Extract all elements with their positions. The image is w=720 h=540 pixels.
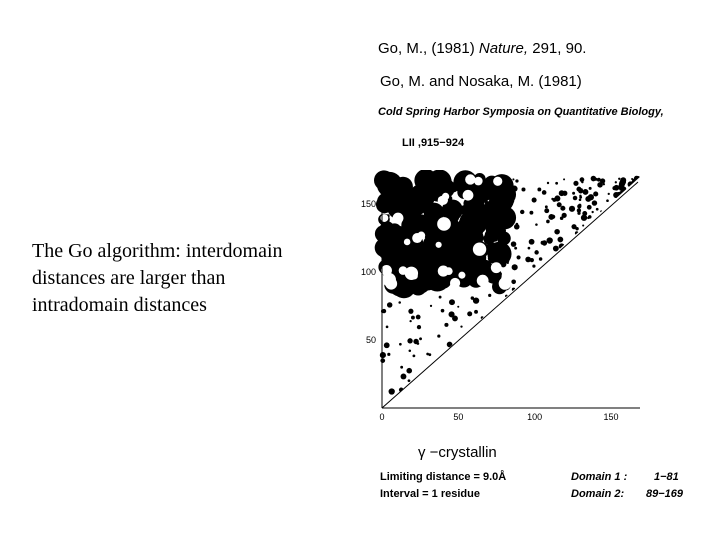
contact-cell (393, 249, 396, 252)
contact-cell (511, 279, 516, 284)
domain-2-label: Domain 2: (571, 488, 625, 500)
contact-cell (443, 187, 446, 190)
contact-cell (591, 211, 593, 213)
contact-cell (600, 178, 605, 183)
contact-cell (511, 241, 517, 247)
contact-gap (436, 242, 442, 248)
contact-cell (507, 260, 509, 262)
contact-cell (537, 188, 541, 192)
contact-cell (482, 236, 485, 239)
contact-gap (450, 278, 460, 288)
contact-cell (582, 224, 584, 226)
contact-map-plot (340, 170, 660, 470)
contact-gap (442, 193, 449, 200)
contact-cell (581, 215, 587, 221)
contact-cell (406, 368, 412, 374)
contact-cell (588, 215, 592, 219)
contact-cell (542, 190, 547, 195)
contact-cell (535, 223, 538, 226)
contact-cell (462, 217, 473, 228)
y-tick-label: 150 (360, 198, 376, 209)
contact-cell (408, 309, 413, 314)
contact-gap (491, 262, 502, 273)
contact-cell (409, 279, 414, 284)
contact-cell (620, 179, 626, 185)
contact-cell (532, 265, 535, 268)
contact-cell (380, 358, 385, 363)
contact-cell (386, 326, 389, 329)
contact-cell (439, 296, 442, 299)
contact-cell (557, 237, 563, 243)
contact-cell (579, 195, 581, 197)
contact-cell (614, 185, 620, 191)
contact-cell (619, 185, 625, 191)
contact-cell (460, 205, 470, 215)
contact-gap (493, 177, 502, 186)
contact-cell (381, 310, 384, 313)
contact-cell (473, 297, 479, 303)
ref2-authors: Go, M. and Nosaka, M. (1981) (380, 73, 582, 90)
contact-gap (458, 272, 465, 279)
contact-cell (534, 250, 538, 254)
contact-cell (415, 198, 418, 201)
contact-cell (384, 228, 388, 232)
contact-cell (398, 301, 401, 304)
contact-cell (596, 208, 599, 211)
contact-cell (530, 258, 534, 262)
contact-cell (516, 223, 519, 226)
contact-cell (437, 334, 440, 337)
contact-cell (554, 229, 560, 235)
contact-cell (521, 187, 525, 191)
contact-gap (438, 266, 449, 277)
contact-cell (414, 212, 419, 217)
contact-cell (479, 206, 482, 209)
contact-cell (467, 311, 472, 316)
ref1-journal: Nature, (478, 40, 529, 57)
domain-2-range: 89−169 (646, 488, 684, 500)
contact-cell (580, 188, 583, 191)
contact-cell (573, 196, 578, 201)
x-tick-labels (379, 412, 618, 422)
contact-cell (573, 181, 578, 186)
contact-cell (417, 325, 421, 329)
x-tick-label: 0 (379, 412, 385, 422)
caption-line-3: intradomain distances (32, 294, 207, 316)
contact-cell (420, 202, 424, 206)
contact-cell (447, 230, 450, 233)
caption-text (32, 238, 283, 319)
contact-cell (405, 221, 411, 227)
contact-cell (425, 273, 429, 277)
contact-cell (510, 199, 514, 203)
contact-cell (510, 220, 513, 223)
x-tick-label: 100 (527, 412, 543, 422)
contact-gap (474, 177, 483, 186)
contact-cell (455, 238, 459, 242)
limiting-distance: Limiting distance = 9.0Å (380, 471, 507, 483)
contact-cell (416, 225, 420, 229)
contact-cell (507, 248, 511, 252)
contact-cell (547, 237, 553, 243)
contact-cell (387, 302, 392, 307)
contact-cell (408, 379, 411, 382)
contact-cell (539, 257, 543, 261)
contact-cell (447, 242, 450, 245)
contact-cell (488, 294, 491, 297)
domain-1-label: Domain 1 : (571, 471, 628, 483)
contact-gap (411, 273, 417, 279)
contact-cell (503, 197, 508, 202)
contact-cell (511, 186, 517, 192)
contact-cell (447, 249, 450, 252)
contact-cell (417, 342, 420, 345)
contact-cell (429, 242, 432, 245)
contact-cell (514, 247, 517, 250)
interval: Interval = 1 residue (380, 488, 480, 500)
contact-cell (428, 229, 434, 235)
y-tick-label: 50 (365, 334, 376, 345)
contact-cell (460, 326, 462, 328)
contact-cell (469, 256, 485, 272)
contact-gap (465, 174, 475, 184)
contact-cell (403, 251, 407, 255)
contact-gap (437, 217, 451, 231)
contact-cell (528, 247, 531, 250)
contact-cell (494, 238, 498, 242)
contact-cell (503, 209, 508, 214)
contact-gap (499, 277, 511, 289)
contact-gap (463, 190, 474, 201)
contact-cell (587, 205, 592, 210)
ref2-pages: LII ,915−924 (402, 137, 465, 149)
contact-cell (389, 388, 395, 394)
contact-cell (577, 204, 581, 208)
contact-cell (560, 217, 564, 221)
contact-cell (386, 180, 389, 183)
contact-cell (572, 192, 575, 195)
x-tick-label: 50 (453, 412, 464, 422)
contact-cell (472, 264, 477, 269)
contact-cell (452, 315, 458, 321)
contact-cell (399, 343, 402, 346)
contact-cell (503, 251, 508, 256)
contact-cell (482, 193, 487, 198)
contact-cell (589, 187, 592, 190)
contact-cell (559, 190, 565, 196)
contact-cell (579, 198, 582, 201)
contact-cell (615, 181, 617, 183)
contact-cell (418, 258, 422, 262)
contact-cell (585, 196, 591, 202)
contact-cell (390, 257, 393, 260)
contact-cell (487, 213, 491, 217)
contact-cell (542, 240, 547, 245)
contact-cell (407, 338, 412, 343)
contact-cell (593, 191, 598, 196)
contact-map-content (374, 170, 650, 408)
contact-cell (428, 353, 431, 356)
contact-cell (603, 183, 605, 185)
contact-cell (529, 211, 533, 215)
contact-cell (444, 277, 447, 280)
contact-cell (430, 305, 432, 307)
contact-cell (557, 202, 562, 207)
contact-cell (583, 189, 589, 195)
contact-cell (457, 306, 459, 308)
contact-cell (484, 200, 488, 204)
contact-cell (474, 310, 478, 314)
contact-cell (409, 350, 412, 353)
contact-cell (377, 193, 394, 210)
contact-cell (416, 315, 421, 320)
contact-cell (419, 337, 422, 340)
contact-cell (390, 228, 400, 238)
contact-cell (401, 374, 407, 380)
caption-line-1: The Go algorithm: interdomain (32, 240, 283, 262)
contact-cell (400, 366, 403, 369)
ref2-journal: Cold Spring Harbor Symposia on Quantitative Biology, (378, 106, 664, 118)
contact-cell (548, 214, 554, 220)
contact-cell (447, 208, 452, 213)
contact-cell (394, 203, 397, 206)
contact-cell (592, 200, 597, 205)
y-tick-labels (361, 199, 376, 345)
contact-cell (552, 198, 556, 202)
contact-cell (563, 178, 565, 180)
ref1-volume: 291, 90. (532, 40, 587, 57)
contact-cell (515, 179, 518, 182)
contact-cell (441, 243, 464, 266)
contact-cell (380, 352, 386, 358)
contact-cell (409, 259, 415, 265)
x-tick-label: 150 (603, 412, 619, 422)
contact-cell (617, 192, 620, 195)
contact-cell (516, 255, 520, 259)
contact-cell (546, 220, 550, 224)
contact-gap (473, 243, 486, 256)
chart-title: γ −crystallin (418, 444, 497, 461)
contact-cell (451, 186, 457, 192)
contact-cell (384, 342, 390, 348)
contact-cell (581, 181, 583, 183)
contact-cell (501, 232, 506, 237)
contact-cell (441, 309, 445, 313)
contact-cell (488, 188, 493, 193)
contact-cell (384, 222, 389, 227)
reference-1 (378, 40, 586, 57)
contact-cell (455, 224, 459, 228)
contact-cell (411, 316, 415, 320)
contact-cell (387, 353, 390, 356)
ref1-authors: Go, M., (1981) (378, 40, 475, 57)
contact-cell (449, 299, 455, 305)
domain-1-range: 1−81 (654, 471, 679, 483)
contact-cell (547, 182, 549, 184)
contact-cell (405, 262, 408, 265)
contact-cell (520, 210, 524, 214)
contact-cell (409, 320, 411, 322)
contact-cell (529, 239, 535, 245)
contact-gap (417, 232, 425, 240)
contact-cell (407, 203, 410, 206)
contact-cell (439, 193, 441, 195)
contact-cell (618, 178, 620, 180)
contact-cell (474, 201, 478, 205)
contact-cell (608, 193, 610, 195)
contact-cell (374, 170, 394, 190)
contact-cell (471, 226, 476, 231)
contact-cell (631, 178, 633, 180)
contact-cell (444, 323, 448, 327)
contact-cell (569, 206, 575, 212)
contact-cell (606, 199, 609, 202)
contact-cell (544, 208, 549, 213)
contact-cell (532, 198, 535, 201)
contact-cell (512, 178, 514, 180)
contact-cell (571, 224, 576, 229)
contact-cell (591, 176, 597, 182)
contact-cell (410, 291, 412, 293)
contact-cell (406, 232, 409, 235)
contact-cell (493, 247, 497, 251)
contact-cell (545, 205, 548, 208)
contact-cell (428, 203, 432, 207)
contact-gap (382, 273, 396, 287)
contact-gap (393, 213, 404, 224)
contact-cell (405, 191, 411, 197)
contact-cell (555, 182, 558, 185)
contact-gap (404, 239, 411, 246)
contact-cell (512, 264, 518, 270)
contact-cell (560, 206, 565, 211)
contact-gap (477, 275, 489, 287)
y-tick-label: 100 (360, 266, 376, 277)
caption-line-2: distances are larger than (32, 267, 226, 289)
contact-cell (413, 354, 416, 357)
contact-cell (577, 208, 581, 212)
contact-cell (499, 272, 502, 275)
